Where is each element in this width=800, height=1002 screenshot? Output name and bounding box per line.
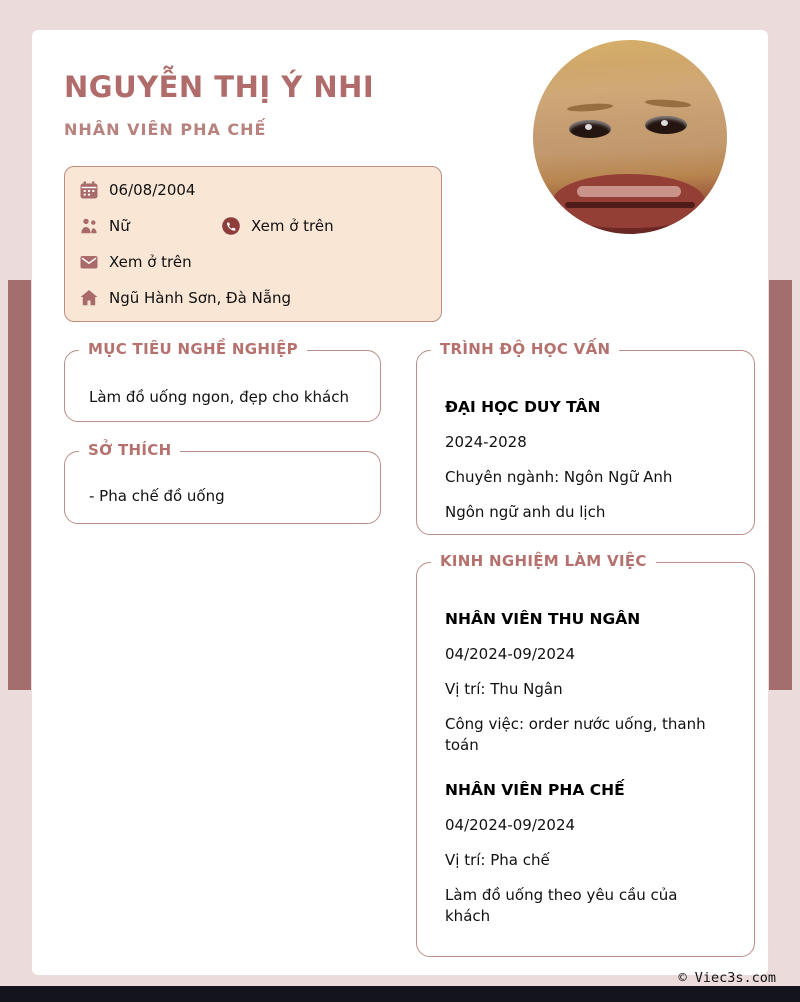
site-watermark: © Viec3s.com xyxy=(678,970,776,986)
job-description: Làm đồ uống theo yêu cầu của khách xyxy=(445,886,678,925)
contact-row-dob xyxy=(79,177,427,203)
cv-card xyxy=(32,30,768,975)
contact-info-box xyxy=(64,166,442,322)
candidate-name: NGUYỄN THỊ Ý NHI xyxy=(64,70,375,104)
gender-icon xyxy=(79,216,99,236)
email-value: Xem ở trên xyxy=(109,253,192,271)
education-major: Chuyên ngành: Ngôn Ngữ Anh xyxy=(445,468,673,486)
education-detail: Ngôn ngữ anh du lịch xyxy=(445,503,606,521)
section-hobbies-heading: SỞ THÍCH xyxy=(79,441,180,459)
section-experience xyxy=(416,552,755,957)
experience-entry xyxy=(445,609,726,756)
home-icon xyxy=(79,288,99,308)
bottom-dark-bar xyxy=(0,986,800,1002)
photo-mouth xyxy=(553,174,705,228)
job-title: NHÂN VIÊN THU NGÂN xyxy=(445,610,641,628)
left-accent-bar xyxy=(8,280,31,690)
mail-icon xyxy=(79,252,99,272)
right-accent-bar xyxy=(769,280,792,690)
experience-entry xyxy=(445,780,726,927)
phone-value: Xem ở trên xyxy=(251,217,334,235)
candidate-job-title: NHÂN VIÊN PHA CHẾ xyxy=(64,120,267,139)
profile-photo xyxy=(533,40,727,234)
phone-icon xyxy=(221,216,241,236)
photo-teeth xyxy=(577,186,681,197)
gender-value: Nữ xyxy=(109,217,130,235)
education-school: ĐẠI HỌC DUY TÂN xyxy=(445,398,601,416)
section-hobbies xyxy=(64,441,381,524)
photo-eye-left xyxy=(569,120,611,138)
section-objective-heading: MỤC TIÊU NGHỀ NGHIỆP xyxy=(79,340,307,358)
section-education xyxy=(416,340,755,535)
contact-row-email xyxy=(79,249,427,275)
dob-value: 06/08/2004 xyxy=(109,181,196,199)
contact-row-address xyxy=(79,285,427,311)
photo-mouth-line xyxy=(565,202,695,208)
objective-text: Làm đồ uống ngon, đẹp cho khách xyxy=(89,388,350,406)
photo-eye-right xyxy=(645,116,687,134)
section-objective xyxy=(64,340,381,422)
job-position: Vị trí: Thu Ngân xyxy=(445,680,563,698)
hobbies-text: - Pha chế đồ uống xyxy=(89,487,225,505)
photo-eyebrow-right xyxy=(645,98,691,108)
calendar-icon xyxy=(79,180,99,200)
section-education-heading: TRÌNH ĐỘ HỌC VẤN xyxy=(431,340,619,358)
photo-eyebrow-left xyxy=(567,102,613,112)
job-title: NHÂN VIÊN PHA CHẾ xyxy=(445,781,625,799)
education-period: 2024-2028 xyxy=(445,433,527,451)
section-experience-heading: KINH NGHIỆM LÀM VIỆC xyxy=(431,552,656,570)
job-position: Vị trí: Pha chế xyxy=(445,851,550,869)
job-period: 04/2024-09/2024 xyxy=(445,645,576,663)
address-value: Ngũ Hành Sơn, Đà Nẵng xyxy=(109,289,292,307)
job-description: Công việc: order nước uống, thanh toán xyxy=(445,715,706,754)
job-period: 04/2024-09/2024 xyxy=(445,816,576,834)
contact-row-gender-phone xyxy=(79,213,427,239)
